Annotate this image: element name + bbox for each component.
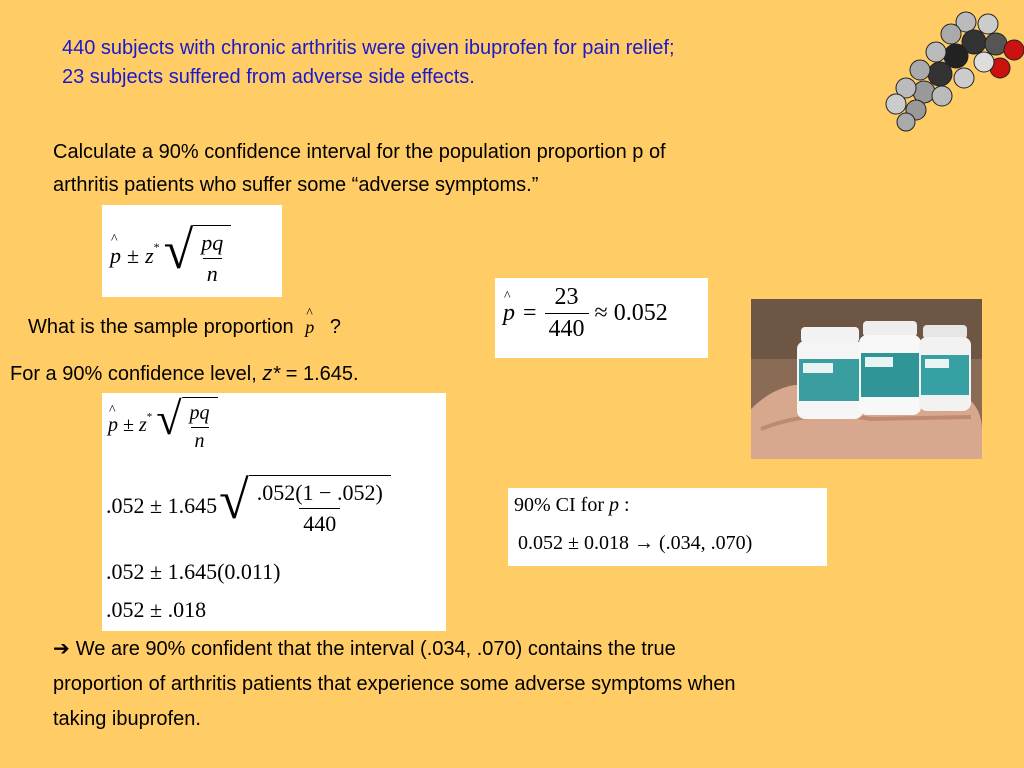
sample-approx: ≈ 0.052 (594, 300, 668, 326)
plus-minus-symbol: ± (123, 413, 134, 436)
p-hat-symbol: p ^ (108, 414, 118, 437)
z-star-statement (10, 363, 359, 386)
sample-numerator: 23 (554, 284, 579, 310)
arrow-icon: ➔ (53, 638, 70, 660)
radical-icon: √ (156, 393, 182, 444)
star-symbol: * (146, 411, 153, 423)
formula-denominator: n (191, 427, 209, 453)
z-star-variable: z* (262, 363, 281, 385)
ci-label (514, 494, 630, 517)
step-4: .052 ± .018 (106, 597, 207, 622)
ci-label-suffix: : (623, 494, 630, 516)
conclusion-text (53, 632, 953, 737)
sample-denominator: 440 (545, 313, 589, 343)
calculation-steps-box (102, 393, 446, 631)
p-hat-symbol: p ^ (503, 300, 515, 327)
sqrt-expression (163, 220, 232, 287)
question-line-1: Calculate a 90% confidence interval for the population proportion p of (53, 141, 666, 163)
intro-line-1: 440 subjects with chronic arthritis were given ibuprofen for pain relief; (62, 37, 675, 59)
z-star-value: = 1.645. (285, 363, 359, 385)
step-2-prefix: .052 ± 1.645 (106, 493, 218, 518)
ci-label-var: p (608, 494, 619, 516)
sample-proportion-box: p ^ = $\frac{23}{440}$ ≈ 0.052 (495, 278, 708, 358)
plus-minus-symbol: ± (127, 243, 140, 268)
step-2-numerator: .052(1 − .052) (256, 480, 383, 505)
question-text (53, 136, 873, 202)
conclusion-line-1 (53, 632, 953, 667)
ibuprofen-molecule-image (876, 4, 1024, 132)
step-2-denominator: 440 (299, 508, 340, 537)
sqrt-expression (219, 470, 391, 537)
intro-line-2: 23 subjects suffered from adverse side effects. (62, 66, 475, 88)
sample-question-text: What is the sample proportion (28, 316, 294, 338)
conclusion-line-3: taking ibuprofen. (53, 708, 201, 730)
star-symbol: * (153, 239, 160, 254)
step-1 (108, 393, 218, 453)
intro-text (62, 34, 862, 92)
formula-numerator: pq (189, 402, 210, 424)
radical-icon: √ (163, 220, 194, 280)
p-hat-symbol: p ^ (110, 243, 121, 269)
formula-numerator: pq (201, 230, 224, 255)
z-star-text: For a 90% confidence level, (10, 363, 257, 385)
ci-label-prefix: 90% CI for (514, 494, 604, 516)
question-line-2: arthritis patients who suffer some “adverse symptoms.” (53, 174, 539, 196)
ibuprofen-bottles-photo (751, 299, 982, 459)
step-3: .052 ± 1.645(0.011) (106, 559, 281, 584)
ci-formula-box (102, 205, 282, 297)
ci-result-box (508, 488, 827, 566)
z-symbol: z (145, 243, 154, 268)
sqrt-expression (156, 393, 217, 453)
conclusion-line-2: proportion of arthritis patients that experience some adverse symptoms when (53, 673, 736, 695)
p-hat-symbol: p ^ (305, 317, 314, 338)
radical-icon: √ (219, 470, 249, 530)
z-symbol: z (138, 413, 147, 436)
conclusion-line-1-text: We are 90% confident that the interval (.034, .070) contains the true (75, 638, 676, 660)
step-2 (106, 470, 391, 537)
formula-denominator: n (203, 258, 222, 287)
sample-proportion-question (28, 316, 341, 339)
question-mark: ? (329, 316, 341, 338)
ci-result: 0.052 ± 0.018 → (.034, .070) (518, 532, 753, 554)
